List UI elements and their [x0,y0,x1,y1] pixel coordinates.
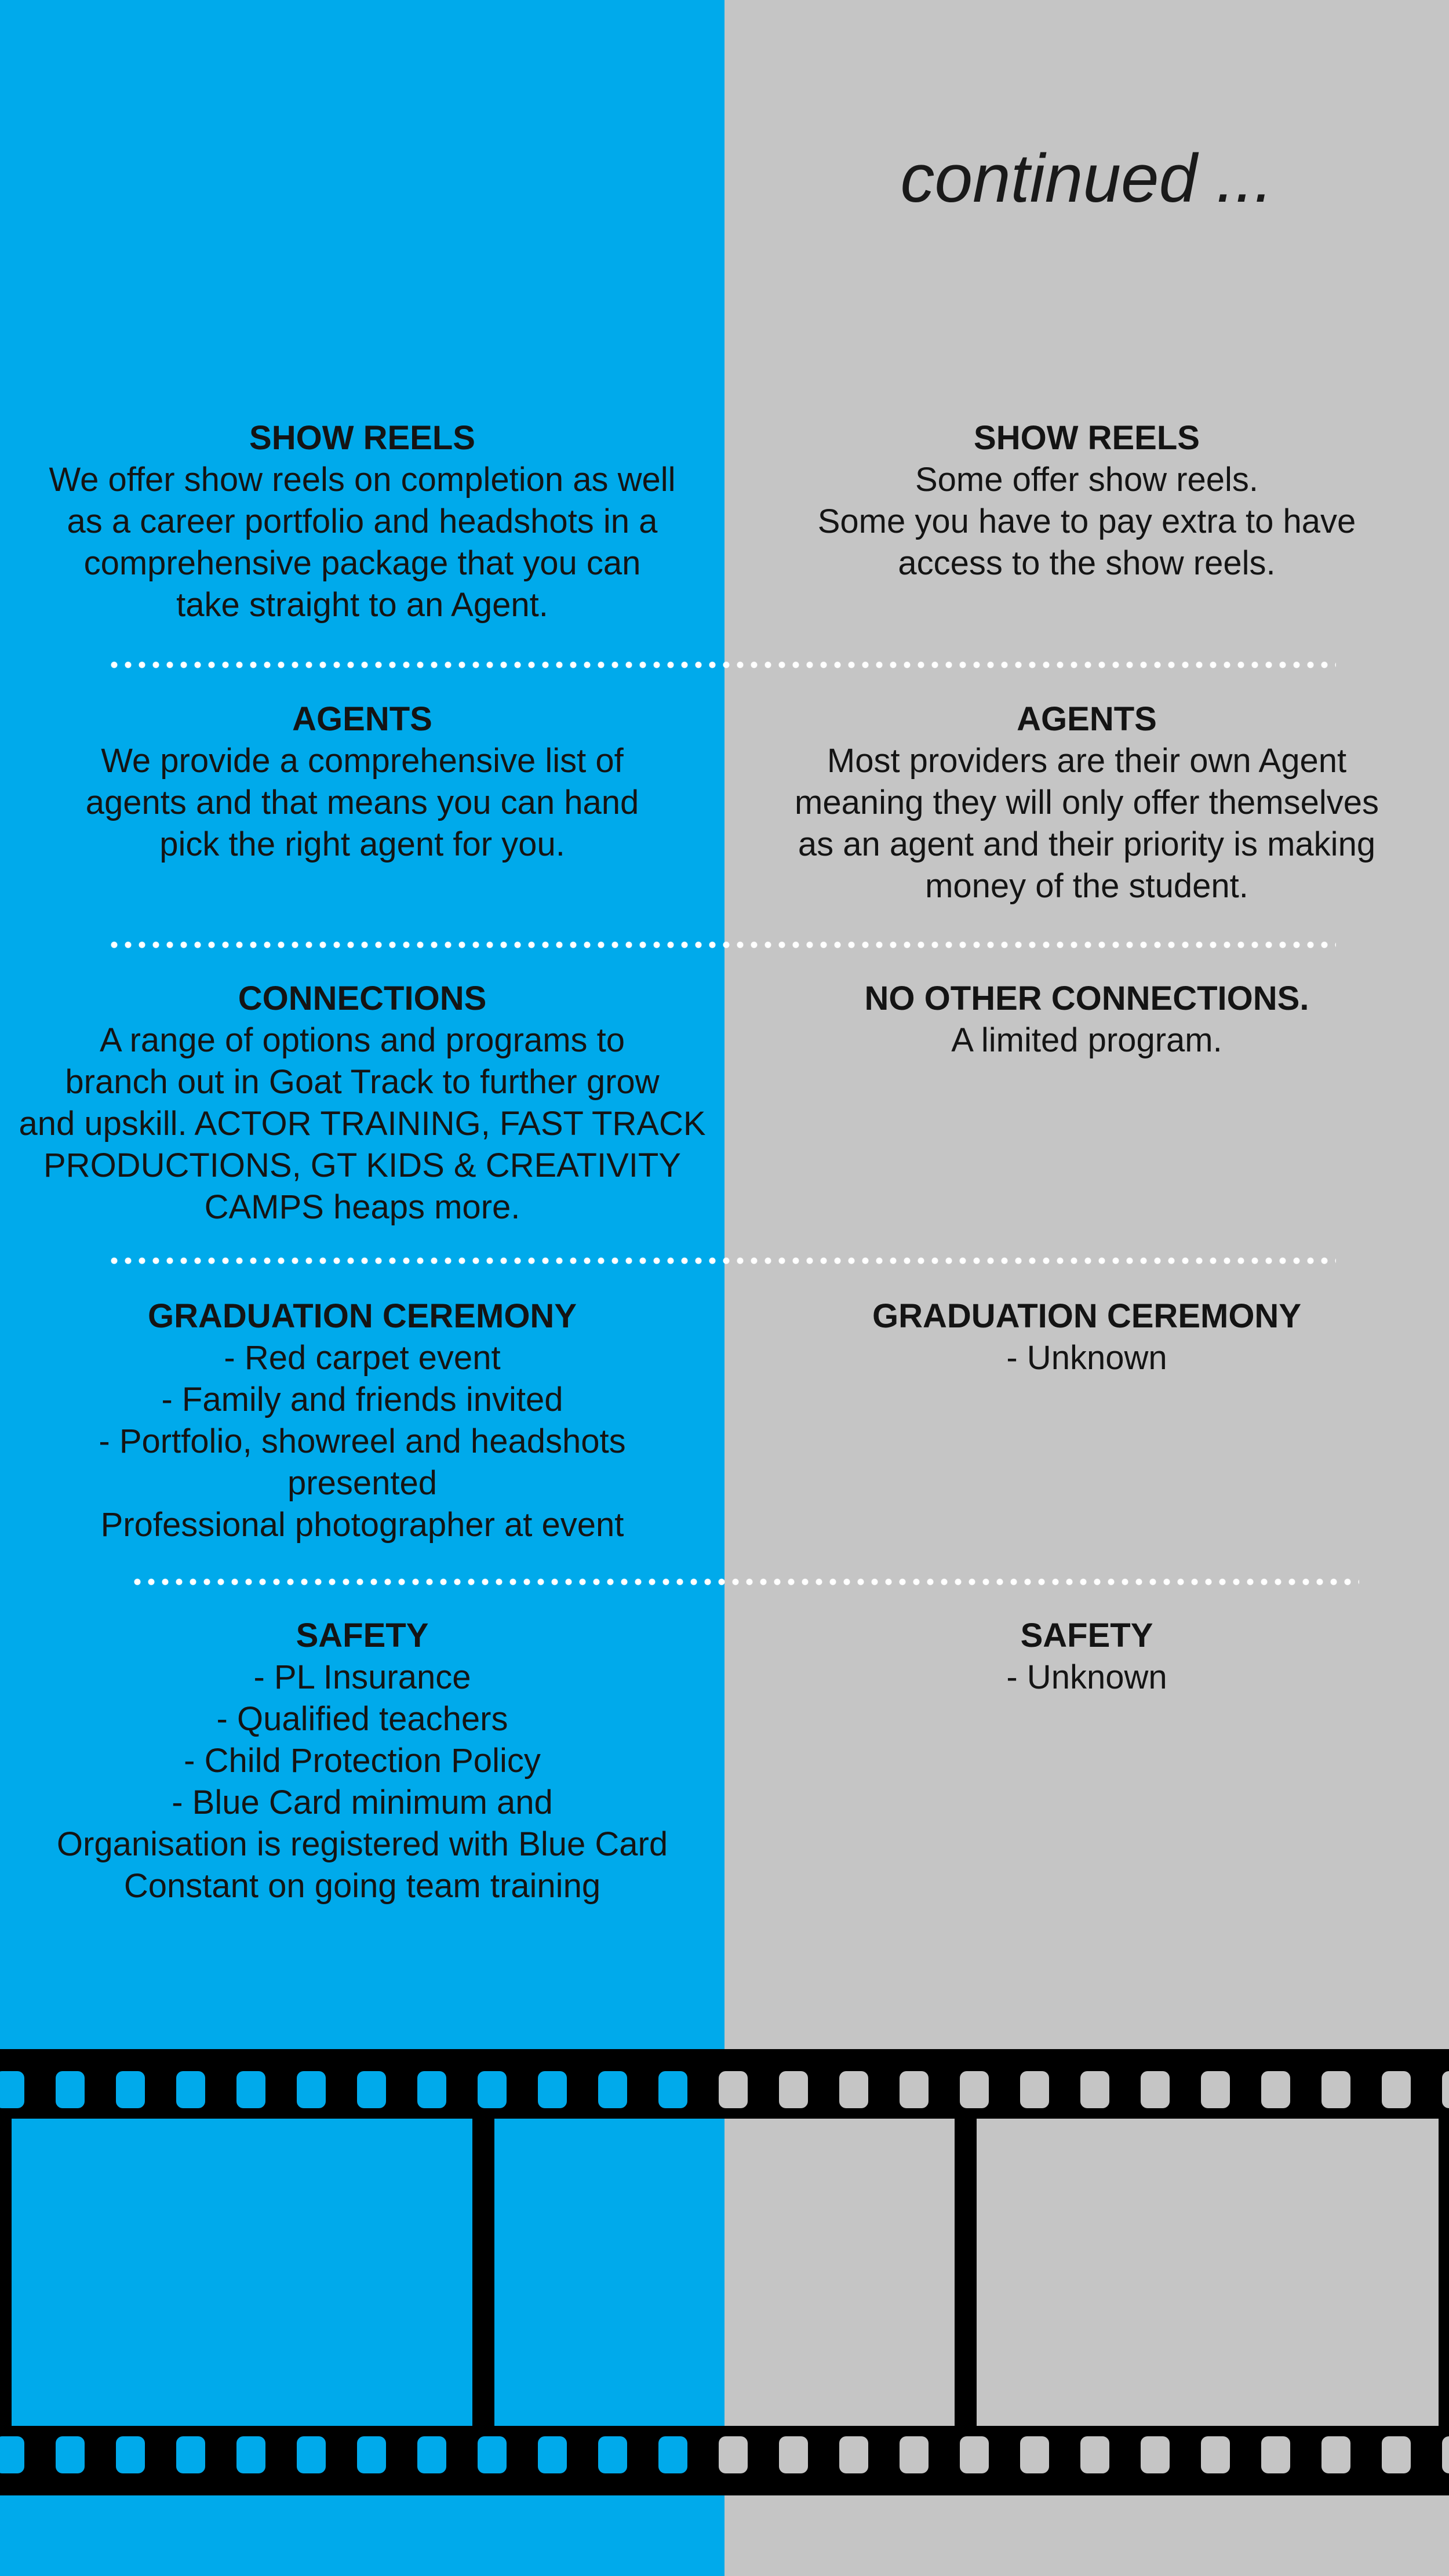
film-frame [977,2119,1439,2426]
body-line: - PL Insurance [253,1658,471,1696]
film-sprocket-hole [417,2436,446,2473]
body-line: pick the right agent for you. [159,825,565,863]
film-sprocket-hole [1442,2071,1449,2108]
right-block-safety [724,1615,1449,1698]
film-sprocket-hole [1201,2071,1230,2108]
film-sprocket-hole [357,2436,386,2473]
film-sprocket-hole [236,2436,265,2473]
film-sprocket-hole [176,2071,205,2108]
film-sprocket-hole [1321,2071,1350,2108]
film-sprocket-hole [56,2436,85,2473]
left-block-show-reels [0,417,724,626]
film-sprocket-hole [478,2436,507,2473]
film-sprocket-hole [779,2436,808,2473]
section-heading: SAFETY [1020,1617,1153,1654]
film-sprocket-hole [1382,2436,1411,2473]
film-sprocket-hole [478,2071,507,2108]
right-block-graduation [724,1296,1449,1379]
body-line: money of the student. [925,867,1248,905]
film-sprocket-hole [297,2436,326,2473]
section-heading: NO OTHER CONNECTIONS. [864,980,1309,1017]
film-sprocket-hole [1261,2071,1290,2108]
body-line: Professional photographer at event [100,1506,624,1544]
body-line: - Unknown [1006,1658,1167,1696]
film-sprocket-hole [900,2436,929,2473]
film-sprocket-hole [598,2071,627,2108]
dotted-divider [107,661,1336,669]
film-sprocket-hole [1080,2436,1109,2473]
body-line: and upskill. ACTOR TRAINING, FAST TRACK [19,1105,706,1143]
body-line: We offer show reels on completion as well [49,461,676,499]
film-sprocket-hole [1382,2071,1411,2108]
body-line: take straight to an Agent. [176,586,548,624]
film-sprocket-hole [417,2071,446,2108]
body-line: meaning they will only offer themselves [795,784,1379,821]
section-heading: SAFETY [296,1617,429,1654]
film-sprocket-hole [719,2436,748,2473]
film-sprocket-hole [1442,2436,1449,2473]
dotted-divider [107,1257,1336,1265]
body-line: We provide a comprehensive list of [101,742,624,780]
body-line: Some offer show reels. [915,461,1259,499]
body-line: - Unknown [1006,1339,1167,1377]
film-sprocket-hole [1020,2071,1049,2108]
film-sprocket-hole [538,2436,567,2473]
film-sprocket-hole [0,2436,24,2473]
film-sprocket-hole [1020,2436,1049,2473]
film-sprocket-hole [960,2071,989,2108]
body-line: comprehensive package that you can [83,544,641,582]
dotted-divider [130,1578,1359,1586]
film-sprocket-hole [297,2071,326,2108]
body-line: Some you have to pay extra to have [817,503,1356,540]
section-heading: AGENTS [292,700,432,738]
left-block-safety [0,1615,724,1907]
section-heading: SHOW REELS [249,419,475,457]
body-line: branch out in Goat Track to further grow [65,1063,660,1101]
body-line: PRODUCTIONS, GT KIDS & CREATIVITY [43,1147,681,1184]
body-line: - Portfolio, showreel and headshots [99,1422,626,1460]
right-block-show-reels [724,417,1449,584]
body-line: - Family and friends invited [161,1381,563,1418]
section-heading: AGENTS [1017,700,1157,738]
film-sprocket-hole [1201,2436,1230,2473]
body-line: - Qualified teachers [216,1700,508,1738]
body-line: access to the show reels. [898,544,1276,582]
body-line: Organisation is registered with Blue Card [56,1825,668,1863]
film-sprocket-hole [176,2436,205,2473]
body-line: as a career portfolio and headshots in a [67,503,658,540]
film-sprocket-hole [538,2071,567,2108]
right-block-agents [724,698,1449,907]
body-line: agents and that means you can hand [85,784,639,821]
film-sprocket-hole [779,2071,808,2108]
film-sprocket-hole [116,2436,145,2473]
film-sprocket-hole [1141,2071,1170,2108]
film-sprocket-hole [598,2436,627,2473]
film-sprocket-hole [658,2436,687,2473]
section-heading: CONNECTIONS [238,980,487,1017]
body-line: A range of options and programs to [99,1021,625,1059]
left-block-agents [0,698,724,865]
film-sprocket-hole [900,2071,929,2108]
film-sprocket-hole [960,2436,989,2473]
film-sprocket-hole [658,2071,687,2108]
body-line: - Child Protection Policy [184,1742,541,1780]
body-line: as an agent and their priority is making [798,825,1376,863]
right-block-connections [724,978,1449,1061]
body-line: Most providers are their own Agent [827,742,1347,780]
film-sprocket-hole [1261,2436,1290,2473]
body-line: - Blue Card minimum and [172,1784,553,1821]
body-line: A limited program. [951,1021,1222,1059]
body-line: presented [287,1464,437,1502]
body-line: CAMPS heaps more. [204,1188,520,1226]
left-block-graduation [0,1296,724,1546]
film-sprocket-hole [0,2071,24,2108]
section-heading: GRADUATION CEREMONY [147,1297,577,1335]
continued-title: continued ... [900,140,1273,217]
film-sprocket-hole [357,2071,386,2108]
film-sprocket-hole [839,2436,868,2473]
film-sprocket-hole [719,2071,748,2108]
film-frame [494,2119,724,2426]
section-heading: GRADUATION CEREMONY [872,1297,1302,1335]
left-block-connections [0,978,724,1228]
film-frame [724,2119,955,2426]
film-sprocket-hole [1321,2436,1350,2473]
body-line: - Red carpet event [224,1339,501,1377]
film-sprocket-hole [56,2071,85,2108]
film-frame [12,2119,472,2426]
film-sprocket-hole [1080,2071,1109,2108]
body-line: Constant on going team training [123,1867,601,1905]
film-sprocket-hole [839,2071,868,2108]
film-sprocket-hole [1141,2436,1170,2473]
film-strip-graphic [0,2049,1449,2495]
dotted-divider [107,941,1336,949]
film-sprocket-hole [236,2071,265,2108]
section-heading: SHOW REELS [974,419,1200,457]
film-sprocket-hole [116,2071,145,2108]
